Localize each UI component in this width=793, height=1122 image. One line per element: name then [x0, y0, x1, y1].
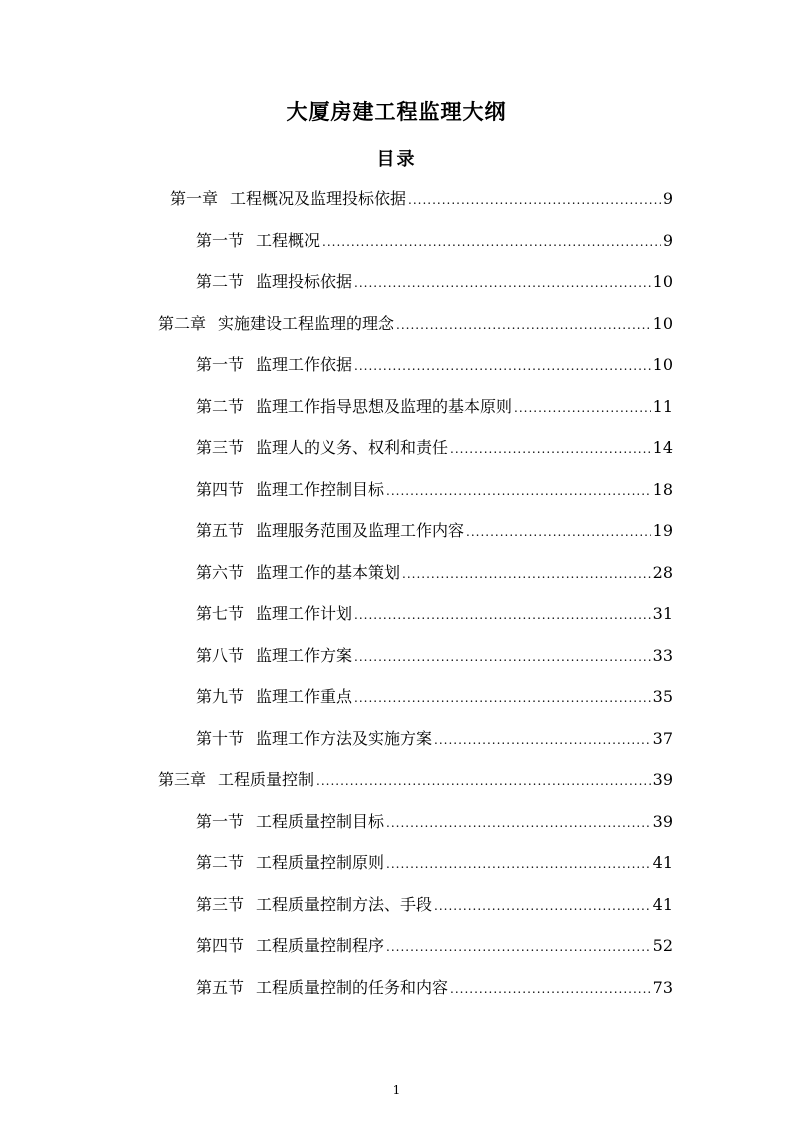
toc-entry-title: 工程质量控制原则 [256, 853, 385, 872]
toc-entry-title: 工程概况 [256, 231, 321, 250]
toc-section-2-5[interactable] [196, 518, 673, 542]
toc-entry-title: 监理工作的基本策划 [256, 563, 401, 582]
toc-entry-number: 第六节 [196, 563, 245, 582]
dot-leader [354, 650, 651, 664]
toc-entry-page: 52 [652, 936, 673, 955]
toc-entry-page: 11 [652, 397, 673, 416]
toc-entry-number: 第四节 [196, 936, 245, 955]
toc-entry-title: 监理工作重点 [256, 687, 353, 706]
toc-section-2-6[interactable] [196, 560, 673, 584]
toc-entry-title: 监理投标依据 [256, 272, 353, 291]
toc-entry-number: 第三节 [196, 438, 245, 457]
dot-leader [450, 982, 651, 996]
toc-section-2-8[interactable] [196, 643, 673, 667]
dot-leader [316, 774, 651, 788]
toc-entry-title: 监理工作指导思想及监理的基本原则 [256, 397, 513, 416]
toc-entry-number: 第十节 [196, 729, 245, 748]
toc-entry-page: 10 [652, 314, 673, 333]
page-number: 1 [392, 1083, 401, 1097]
dot-leader [408, 193, 661, 207]
toc-entry-page: 33 [652, 646, 673, 665]
toc-section-2-3[interactable] [196, 435, 673, 459]
toc-section-2-9[interactable] [196, 684, 673, 708]
toc-entry-title: 工程概况及监理投标依据 [230, 189, 407, 208]
toc-entry-page: 73 [652, 978, 673, 997]
dot-leader [434, 733, 651, 747]
toc-entry-page: 18 [652, 480, 673, 499]
dot-leader [402, 567, 651, 581]
dot-leader [322, 235, 661, 249]
dot-leader [434, 899, 651, 913]
toc-entry-title: 工程质量控制 [218, 770, 315, 789]
toc-entry-title: 工程质量控制目标 [256, 812, 385, 831]
toc-entry-title: 监理工作计划 [256, 604, 353, 623]
toc-entry-page: 9 [662, 231, 673, 250]
toc-section-3-5[interactable] [196, 975, 673, 999]
toc-entry-number: 第二节 [196, 397, 245, 416]
toc-section-3-3[interactable] [196, 892, 673, 916]
toc-entry-number: 第九节 [196, 687, 245, 706]
dot-leader [386, 816, 651, 830]
toc-entry-page: 39 [652, 812, 673, 831]
toc-heading: 目录 [376, 149, 417, 170]
toc-entry-page: 37 [652, 729, 673, 748]
toc-section-1-1[interactable] [196, 228, 673, 252]
toc-entry-number: 第一节 [196, 355, 245, 374]
toc-entry-number: 第五节 [196, 978, 245, 997]
toc-entry-page: 19 [652, 521, 673, 540]
toc-entry-number: 第一节 [196, 812, 245, 831]
toc-entry-page: 10 [652, 272, 673, 291]
dot-leader [386, 857, 651, 871]
dot-leader [386, 940, 651, 954]
toc-entry-page: 41 [652, 895, 673, 914]
toc-entry-number: 第八节 [196, 646, 245, 665]
toc-entry-page: 28 [652, 563, 673, 582]
toc-entry-title: 监理工作方法及实施方案 [256, 729, 433, 748]
toc-entry-title: 监理人的义务、权利和责任 [256, 438, 449, 457]
toc-section-3-2[interactable] [196, 850, 673, 874]
toc-section-2-10[interactable] [196, 726, 673, 750]
dot-leader [466, 525, 651, 539]
dot-leader [514, 401, 651, 415]
toc-section-1-2[interactable] [196, 269, 673, 293]
dot-leader [354, 691, 651, 705]
toc-entry-title: 工程质量控制程序 [256, 936, 385, 955]
dot-leader [354, 608, 651, 622]
toc-entry-title: 监理服务范围及监理工作内容 [256, 521, 465, 540]
toc-section-2-7[interactable] [196, 601, 673, 625]
toc-entry-page: 31 [652, 604, 673, 623]
toc-entry-title: 工程质量控制的任务和内容 [256, 978, 449, 997]
toc-entry-number: 第四节 [196, 480, 245, 499]
toc-entry-title: 监理工作控制目标 [256, 480, 385, 499]
toc-chapter-2[interactable] [158, 311, 673, 335]
dot-leader [396, 318, 651, 332]
toc-entry-page: 39 [652, 770, 673, 789]
toc-entry-page: 14 [652, 438, 673, 457]
toc-entry-page: 41 [652, 853, 673, 872]
toc-section-3-1[interactable] [196, 809, 673, 833]
toc-entry-title: 监理工作方案 [256, 646, 353, 665]
toc-chapter-3[interactable] [158, 767, 673, 791]
toc-entry-title: 监理工作依据 [256, 355, 353, 374]
toc-entry-number: 第三节 [196, 895, 245, 914]
toc-section-3-4[interactable] [196, 933, 673, 957]
toc-entry-title: 实施建设工程监理的理念 [218, 314, 395, 333]
toc-entry-number: 第五节 [196, 521, 245, 540]
document-title: 大厦房建工程监理大纲 [286, 100, 507, 124]
toc-entry-number: 第七节 [196, 604, 245, 623]
toc-section-2-1[interactable] [196, 352, 673, 376]
toc-entry-number: 第二章 [158, 314, 207, 333]
toc-section-2-4[interactable] [196, 477, 673, 501]
dot-leader [450, 442, 651, 456]
toc-entry-page: 10 [652, 355, 673, 374]
toc-entry-title: 工程质量控制方法、手段 [256, 895, 433, 914]
toc-entry-number: 第一节 [196, 231, 245, 250]
toc-entry-number: 第二节 [196, 272, 245, 291]
toc-chapter-1[interactable] [170, 186, 673, 210]
toc-entry-page: 35 [652, 687, 673, 706]
dot-leader [386, 484, 651, 498]
dot-leader [354, 359, 651, 373]
toc-entry-page: 9 [662, 189, 673, 208]
toc-section-2-2[interactable] [196, 394, 673, 418]
toc-entry-number: 第二节 [196, 853, 245, 872]
dot-leader [354, 276, 651, 290]
toc-entry-number: 第一章 [170, 189, 219, 208]
toc-entry-number: 第三章 [158, 770, 207, 789]
